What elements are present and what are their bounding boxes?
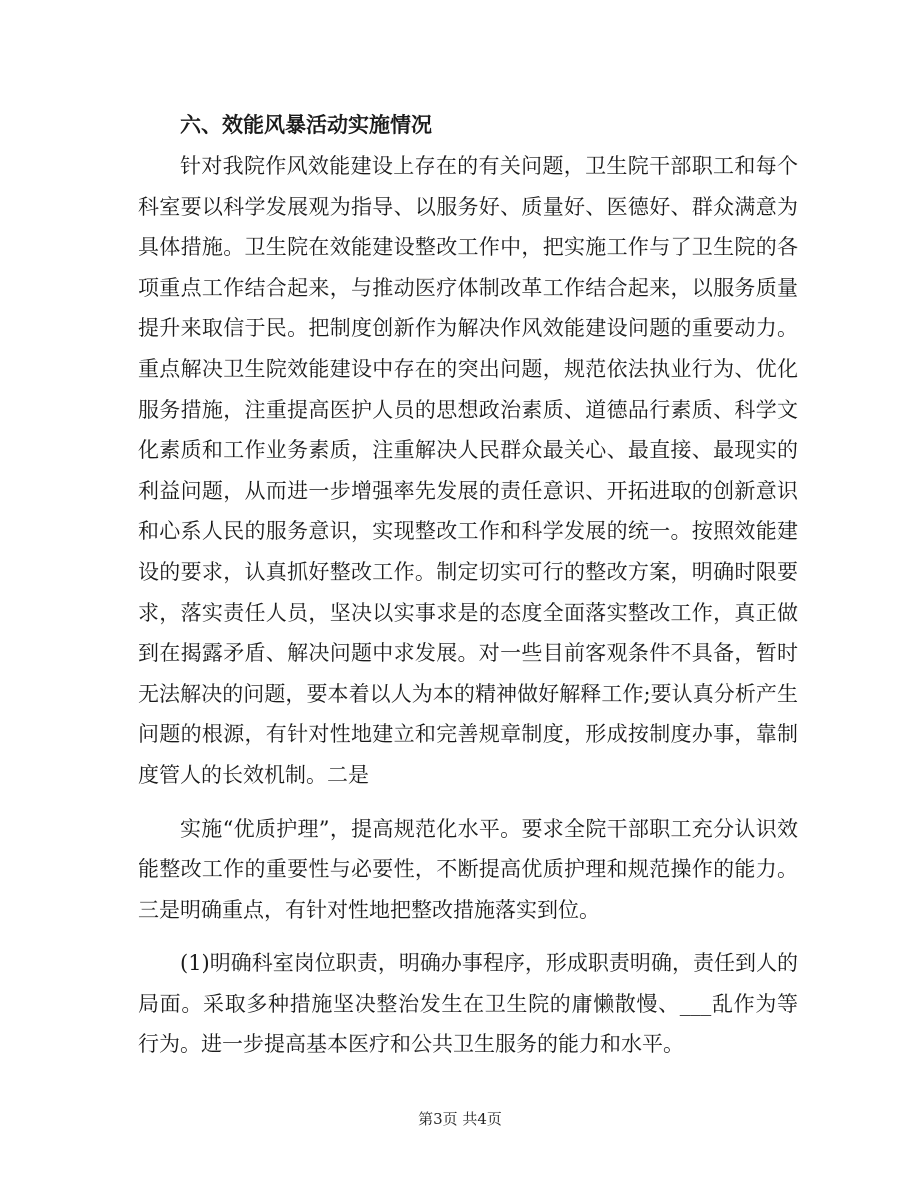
document-body: [138, 104, 798, 1065]
page-number: 第3页 共4页: [418, 1110, 502, 1128]
paragraph-responsibilities: (1)明确科室岗位职责，明确办事程序，形成职责明确，责任到人的局面。采取多种措施坚决整治发生在卫生院的庸懒散慢、___乱作为等行为。进一步提高基本医疗和公共卫生服务的能力和水平。: [138, 951, 798, 1057]
paragraph-quality-nursing: 实施“优质护理”，提高规范化水平。要求全院干部职工充分认识效能整改工作的重要性与必要性，不断提高优质护理和规范操作的能力。三是明确重点，有针对性地把整改措施落实到位。: [138, 816, 798, 922]
section-heading: 六、效能风暴活动实施情况: [180, 112, 432, 137]
paragraph-main: 针对我院作风效能建设上存在的有关问题，卫生院干部职工和每个科室要以科学发展观为指导、以服务好、质量好、医德好、群众满意为具体措施。卫生院在效能建设整改工作中，把实施工作与了卫生院的各项重点工作结合起来，与推动医疗体制改革工作结合起来，以服务质量提升来取信于民。把制度创新作为解决作风效能建设问题的重要动力。重点解决卫生院效能建设中存在的突出问题，规范依法执业行为、优化服务措施，注重提高医护人员的思想政治素质、道德品行素质、科学文化素质和工作业务素质，注重解决人民群众最关心、最直接、最现实的利益问题，从而进一步增强率先发展的责任意识、开拓进取的创新意识和心系人民的服务意识，实现整改工作和科学发展的统一。按照效能建设的要求，认真抓好整改工作。制定切实可行的整改方案，明确时限要求，落实责任人员，坚决以实事求是的态度全面落实整改工作，真正做到在揭露矛盾、解决问题中求发展。对一些目前客观条件不具备，暂时无法解决的问题，要本着以人为本的精神做好解释工作;要认真分析产生问题的根源，有针对性地建立和完善规章制度，形成按制度办事，靠制度管人的长效机制。二是: [138, 154, 798, 787]
